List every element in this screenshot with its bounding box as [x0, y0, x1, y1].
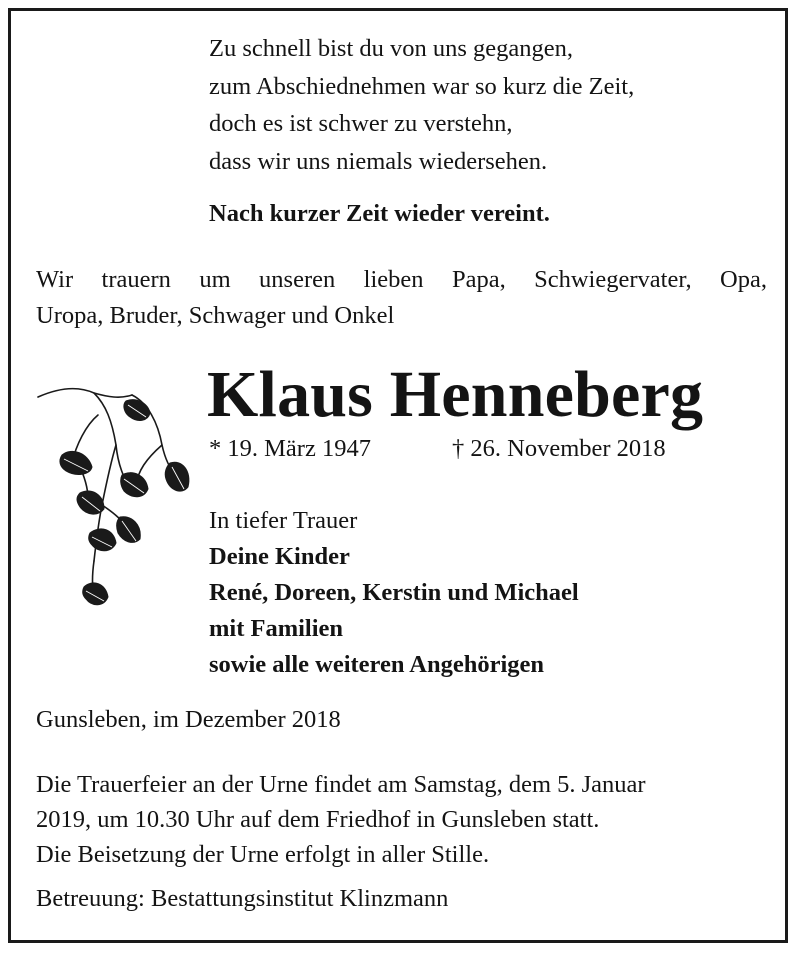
- motto: Nach kurzer Zeit wieder vereint.: [209, 200, 550, 227]
- funeral-line: Die Beisetzung der Urne erfolgt in aller Stille.: [36, 841, 490, 868]
- birth-date: * 19. März 1947: [209, 435, 371, 462]
- deceased-name: Klaus Henneberg: [207, 358, 704, 431]
- place-date: Gunsleben, im Dezember 2018: [36, 706, 341, 733]
- poem-line: Zu schnell bist du von uns gegangen,: [209, 35, 574, 62]
- death-date: † 26. November 2018: [452, 435, 666, 462]
- poem-line: zum Abschiednehmen war so kurz die Zeit,: [209, 72, 635, 100]
- funeral-line: Die Trauerfeier an der Urne findet am Samstag, dem 5. Januar: [36, 771, 646, 798]
- mourners-line: Deine Kinder: [209, 543, 350, 570]
- mourners-line: René, Doreen, Kerstin und Michael: [209, 579, 579, 606]
- poem-line: dass wir uns niemals wiedersehen.: [209, 147, 548, 175]
- intro-line: Uropa, Bruder, Schwager und Onkel: [36, 302, 395, 329]
- funeral-service-provider: Betreuung: Bestattungsinstitut Klinzmann: [36, 885, 449, 912]
- funeral-line: 2019, um 10.30 Uhr auf dem Friedhof in Gunsleben statt.: [36, 806, 600, 833]
- poem: [209, 30, 634, 180]
- intro-line: Wir trauern um unseren lieben Papa, Schwiegervater, Opa,: [36, 266, 767, 293]
- mourners-line: mit Familien: [209, 615, 344, 642]
- mourners-heading: In tiefer Trauer: [209, 507, 358, 534]
- funeral-info: [36, 767, 646, 872]
- intro-text: [36, 262, 767, 334]
- mourners-line: sowie alle weiteren Angehörigen: [209, 651, 545, 678]
- mourners-block: [209, 503, 579, 683]
- poem-line: doch es ist schwer zu verstehn,: [209, 110, 513, 137]
- birch-branch-icon: [36, 375, 196, 620]
